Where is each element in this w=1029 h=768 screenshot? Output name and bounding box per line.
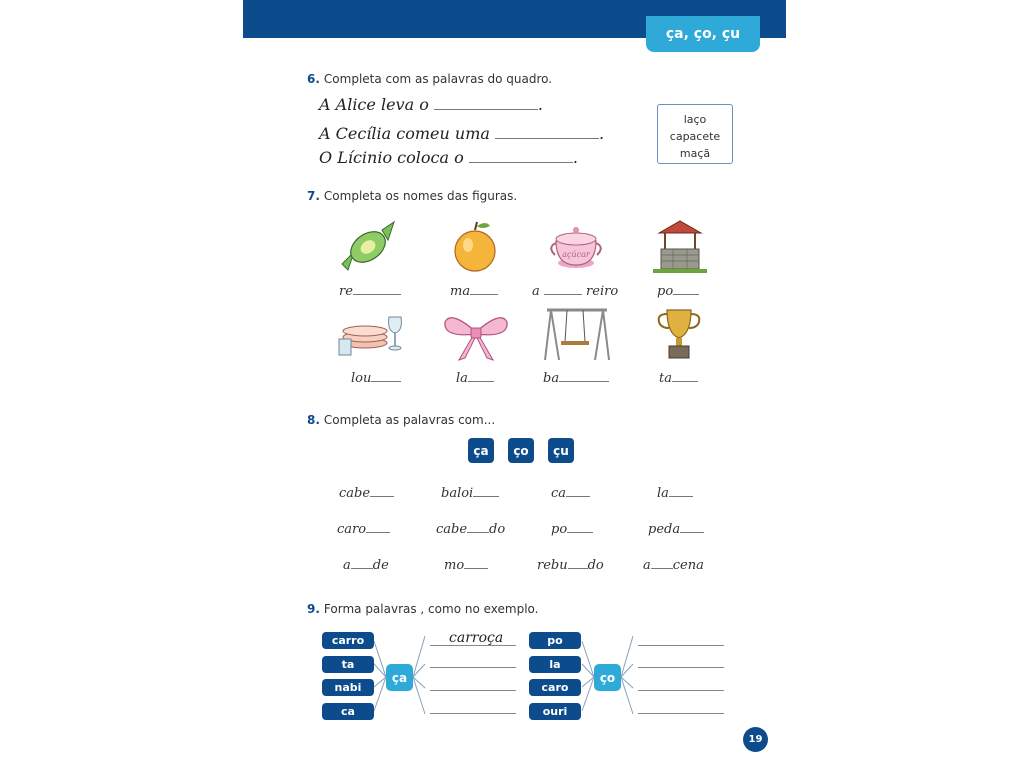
syllable-co: ço xyxy=(508,438,534,463)
q6-blank-2[interactable] xyxy=(495,138,599,139)
q8-blank[interactable] xyxy=(464,568,488,569)
q8-blank[interactable] xyxy=(351,568,373,569)
q6-sentence-1: A Alice leva o . xyxy=(319,95,544,114)
q9-right-word: po xyxy=(529,632,581,649)
q7-blank[interactable] xyxy=(353,294,401,295)
q9-example-word: carroça xyxy=(449,630,504,646)
q7-blank[interactable] xyxy=(559,381,609,382)
q8-blank[interactable] xyxy=(680,532,704,533)
q8-blank[interactable] xyxy=(651,568,673,569)
q9-answer-line[interactable] xyxy=(638,713,724,714)
q8-word: la xyxy=(657,486,693,501)
q9-left-word: nabi xyxy=(322,679,374,696)
q9-left-word: ca xyxy=(322,703,374,720)
q8-blank[interactable] xyxy=(566,496,590,497)
q8-blank[interactable] xyxy=(473,496,499,497)
q8-word: ca xyxy=(551,486,590,501)
q8-blank[interactable] xyxy=(567,532,593,533)
q7-blank[interactable] xyxy=(544,294,582,295)
q9-right-word: la xyxy=(529,656,581,673)
q7-blank[interactable] xyxy=(468,381,494,382)
q7-word-candy: re xyxy=(339,284,401,299)
q8-word: mo xyxy=(444,558,488,573)
q9-answer-line[interactable] xyxy=(638,690,724,691)
q9-answer-line[interactable] xyxy=(430,690,516,691)
candy-icon xyxy=(338,218,398,276)
q6-sentence-3: O Lícinio coloca o . xyxy=(319,148,578,167)
q7-blank[interactable] xyxy=(672,381,698,382)
q9-instruction: 9. Forma palavras , como no exemplo. xyxy=(307,602,539,616)
q7-blank[interactable] xyxy=(371,381,401,382)
q8-blank[interactable] xyxy=(669,496,693,497)
word-box-item: maçã xyxy=(679,147,711,160)
q6-blank-1[interactable] xyxy=(434,109,538,110)
apple-icon xyxy=(448,220,502,274)
q9-right-word: ouri xyxy=(529,703,581,720)
workbook-page xyxy=(243,0,786,768)
q8-blank[interactable] xyxy=(370,496,394,497)
page-number: 19 xyxy=(743,727,768,752)
q8-word: po xyxy=(551,522,593,537)
swing-icon xyxy=(543,306,611,364)
q8-word: baloi xyxy=(441,486,499,501)
well-icon xyxy=(653,217,707,275)
q7-word-bow: la xyxy=(456,371,494,386)
word-box-item: capacete xyxy=(669,130,721,143)
q9-answer-line[interactable] xyxy=(430,645,516,646)
q8-blank[interactable] xyxy=(467,532,489,533)
sugar-bowl-icon xyxy=(545,217,607,277)
q7-word-sugar-bowl: a reiro xyxy=(532,284,619,299)
q6-blank-3[interactable] xyxy=(469,162,573,163)
q8-blank[interactable] xyxy=(568,568,588,569)
q8-word: cabe do xyxy=(436,522,506,537)
q7-word-trophy: ta xyxy=(659,371,698,386)
q7-word-well: po xyxy=(657,284,699,299)
q9-answer-line[interactable] xyxy=(430,667,516,668)
q8-blank[interactable] xyxy=(366,532,390,533)
q9-left-center: ça xyxy=(386,664,413,691)
trophy-icon xyxy=(655,306,703,364)
section-title: ça, ço, çu xyxy=(646,16,760,52)
q7-blank[interactable] xyxy=(470,294,498,295)
q7-word-swing: ba xyxy=(543,371,609,386)
syllable-cu: çu xyxy=(548,438,574,463)
q7-blank[interactable] xyxy=(673,294,699,295)
q7-instruction: 7. Completa os nomes das figuras. xyxy=(307,189,518,203)
q9-answer-line[interactable] xyxy=(430,713,516,714)
q9-answer-line[interactable] xyxy=(638,645,724,646)
q6-sentence-2: A Cecília comeu uma . xyxy=(319,124,605,143)
q8-word: a de xyxy=(343,558,389,573)
q8-instruction: 8. Completa as palavras com... xyxy=(307,413,496,427)
word-box-item: laço xyxy=(683,113,707,126)
q9-left-word: ta xyxy=(322,656,374,673)
q9-answer-line[interactable] xyxy=(638,667,724,668)
q8-word: a cena xyxy=(643,558,704,573)
q8-word: cabe xyxy=(339,486,394,501)
q7-word-apple: ma xyxy=(450,284,498,299)
syllable-ca: ça xyxy=(468,438,494,463)
q7-word-dishes: lou xyxy=(351,371,401,386)
q8-word: caro xyxy=(337,522,390,537)
q6-word-box xyxy=(657,104,733,164)
q9-right-word: caro xyxy=(529,679,581,696)
dishes-icon xyxy=(337,313,407,361)
q8-word: rebu do xyxy=(537,558,604,573)
q9-right-center: ço xyxy=(594,664,621,691)
bow-icon xyxy=(441,308,511,364)
q9-left-word: carro xyxy=(322,632,374,649)
q6-instruction: 6. Completa com as palavras do quadro. xyxy=(307,72,553,86)
sugar-bowl-label: açúcar xyxy=(562,250,590,259)
q8-word: peda xyxy=(648,522,704,537)
